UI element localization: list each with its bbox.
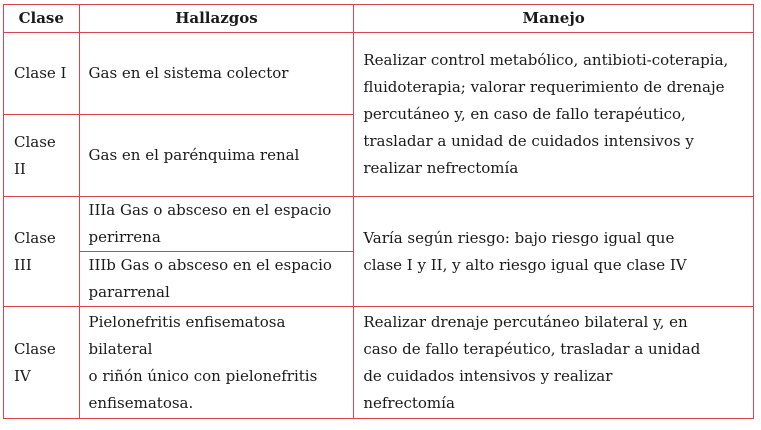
table-row bbox=[4, 33, 754, 115]
clase-cell: Clase III bbox=[4, 197, 80, 307]
header-hallazgos: Hallazgos bbox=[79, 5, 354, 33]
clase-cell: Clase I bbox=[4, 33, 80, 115]
table-header-row bbox=[4, 5, 754, 33]
header-clase: Clase bbox=[4, 5, 80, 33]
classification-table bbox=[3, 4, 754, 419]
hallazgos-cell: IIIa Gas o absceso en el espacio perirrena bbox=[79, 197, 354, 252]
manejo-cell-clase-i-ii: Realizar control metabólico, antibioti-coterapia, fluidoterapia; valorar requerimiento de drenaje percutáneo y, en caso de fallo terapéutico, trasladar a unidad de cuidados intensivos y realizar nefrectomía bbox=[354, 33, 754, 197]
clase-cell: Clase II bbox=[4, 115, 80, 197]
table-row bbox=[4, 307, 754, 419]
manejo-cell-clase-iv: Realizar drenaje percutáneo bilateral y, en caso de fallo terapéutico, trasladar a unidad de cuidados intensivos y realizar nefrectomía bbox=[354, 307, 754, 419]
manejo-cell-clase-iii: Varía según riesgo: bajo riesgo igual que clase I y II, y alto riesgo igual que clase IV bbox=[354, 197, 754, 307]
hallazgos-cell: Gas en el parénquima renal bbox=[79, 115, 354, 197]
header-manejo: Manejo bbox=[354, 5, 754, 33]
hallazgos-cell: Gas en el sistema colector bbox=[79, 33, 354, 115]
table-row bbox=[4, 197, 754, 252]
hallazgos-cell: IIIb Gas o absceso en el espacio pararrenal bbox=[79, 252, 354, 307]
clase-cell: Clase IV bbox=[4, 307, 80, 419]
hallazgos-cell: Pielonefritis enfisematosa bilateral o riñón único con pielonefritis enfisematosa. bbox=[79, 307, 354, 419]
